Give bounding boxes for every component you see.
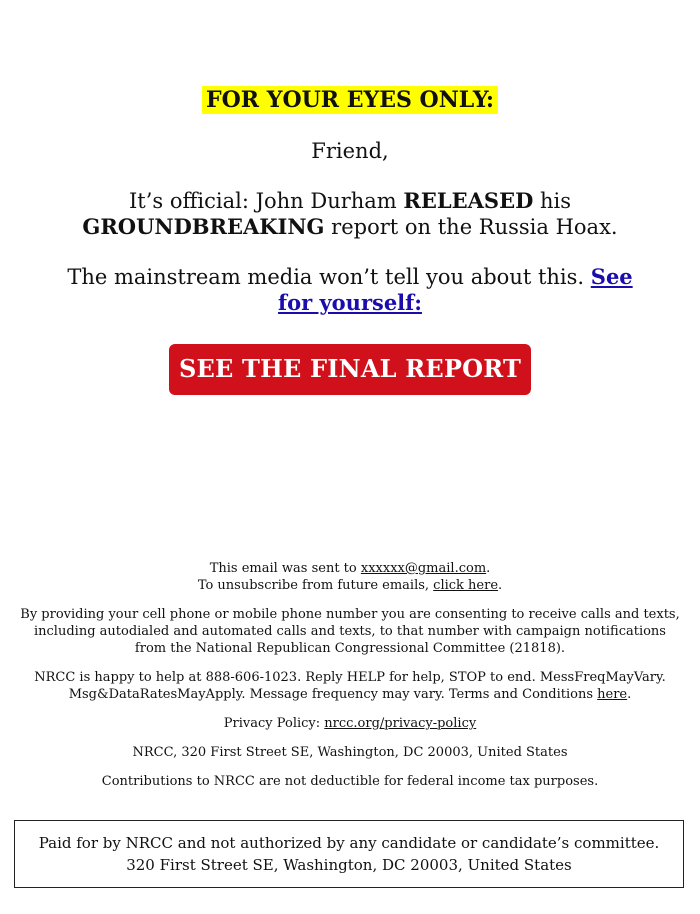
footer-sms-text: NRCC is happy to help at 888-606-1023. Reply HELP for help, STOP to end. MessFreqMayVary. Msg&DataRatesMayApply. Message frequency may vary. Terms and Conditions xyxy=(34,670,666,702)
privacy-policy-link[interactable]: nrcc.org/privacy-policy xyxy=(324,716,477,731)
footer-privacy xyxy=(20,715,680,732)
see-for-yourself-link[interactable]: See for yourself: xyxy=(278,264,633,315)
paragraph-durham-text: It’s official: John Durham xyxy=(128,189,404,213)
paragraph-durham-text-end: report on the Russia Hoax. xyxy=(324,215,618,239)
footer-consent: By providing your cell phone or mobile phone number you are consenting to receive calls and texts, including autodialed and automated calls and texts, to that number with campaign notifications from the National Republican Congressional Committee (21818). xyxy=(20,607,680,656)
paragraph-durham-bold-released: RELEASED xyxy=(403,188,534,213)
footer-sent-prefix: This email was sent to xyxy=(209,561,361,576)
greeting: Friend, xyxy=(311,139,389,163)
footer-tax-note: Contributions to NRCC are not deductible for federal income tax purposes. xyxy=(101,774,599,789)
paragraph-durham-text-middle: his xyxy=(533,189,572,213)
footer-privacy-prefix: Privacy Policy: xyxy=(223,716,325,731)
email-main xyxy=(0,0,700,395)
paragraph-durham xyxy=(60,188,640,240)
footer-sms-suffix: . xyxy=(627,687,632,702)
paragraph-media-text: The mainstream media won’t tell you about this. xyxy=(67,265,591,289)
footer xyxy=(0,560,700,802)
paid-for-disclaimer xyxy=(14,820,684,888)
paid-for-text: Paid for by NRCC and not authorized by any candidate or candidate’s committee. 320 First Street SE, Washington, DC 20003, United States xyxy=(38,834,660,874)
unsubscribe-link[interactable]: click here xyxy=(433,578,499,593)
footer-address: NRCC, 320 First Street SE, Washington, DC 20003, United States xyxy=(132,745,568,760)
footer-unsub-suffix: . xyxy=(498,578,503,593)
footer-sent-suffix: . xyxy=(486,561,491,576)
footer-sent-to xyxy=(20,560,680,594)
terms-link[interactable]: here xyxy=(597,687,628,702)
see-final-report-button[interactable]: SEE THE FINAL REPORT xyxy=(169,344,531,395)
footer-unsub-prefix: To unsubscribe from future emails, xyxy=(197,578,434,593)
eyebrow-headline: FOR YOUR EYES ONLY: xyxy=(202,86,498,114)
footer-sms xyxy=(20,669,680,703)
recipient-email-link[interactable]: xxxxxx@gmail.com xyxy=(360,561,487,576)
paragraph-media xyxy=(50,264,650,316)
paragraph-durham-bold-groundbreaking: GROUNDBREAKING xyxy=(82,214,325,239)
